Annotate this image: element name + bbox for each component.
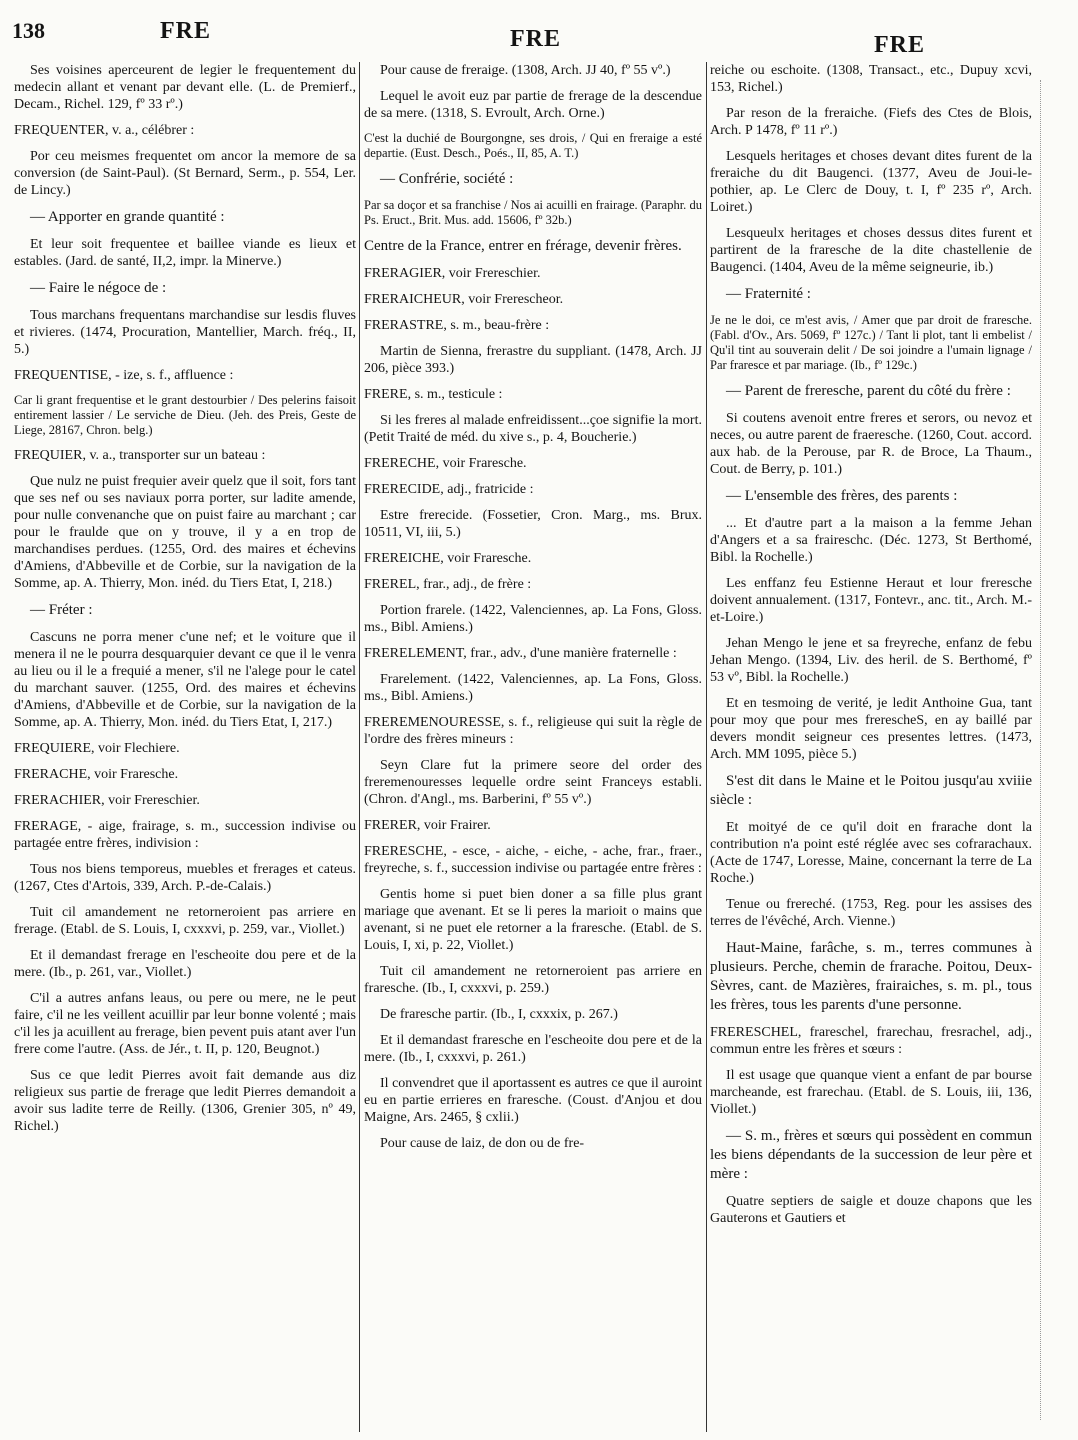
paragraph: Que nulz ne puist frequier aveir quelz que il soit, fors tant que ses nef ou ses naviaux porra porter, sur ladite amende, pour nulle convenanche que on puist faire au marchant ; car pour le fraulde que on y trouve, il y a en trop de marchandises perdues. (1255, Ord. des maires et échevins d'Amiens, d'Abbeville et de Corbie, sur la navigation de la Somme, ap. A. Thierry, Mon. inéd. du Tiers Etat, I, 218.): [14, 474, 356, 591]
column-left: [14, 62, 356, 1432]
column-rule: [706, 62, 707, 1432]
paragraph: Jehan Mengo le jene et sa freyreche, enfanz de febu Jehan Mengo. (1394, Liv. des heril. de S. Berthomé, fº 53 vº, Bibl. la Rochelle.): [710, 636, 1032, 685]
paragraph: Por ceu meismes frequentet om ancor la memore de sa conversion (de Saint-Paul). (St Bernard, Serm., p. 554, Ler. de Lincy.): [14, 149, 356, 198]
paragraph: Tous nos biens temporeus, muebles et frerages et cateus. (1267, Ctes d'Artois, 339, Arch. P.-de-Calais.): [14, 862, 356, 894]
entry-heading: FRERASTRE, s. m., beau-frère :: [364, 318, 550, 333]
sense-heading: — Apporter en grande quantité :: [30, 209, 225, 225]
paragraph: reiche ou eschoite. (1308, Transact., etc., Dupuy xcvi, 153, Richel.): [710, 63, 1032, 95]
verse-citation: Car li grant frequentise et le grant destourbier / Des pelerins faisoit entirement lassier / Le serviche de Dieu. (Jeh. des Preis, Geste de Liege, 28167, Chron. belg.): [14, 393, 356, 437]
entry-heading: FRERAGE, - aige, frairage, s. m., succession indivise ou partagée entre frères, indivision :: [14, 819, 356, 851]
verse-citation: C'est la duchié de Bourgongne, ses drois, / Qui en freraige a esté departie. (Eust. Desch., Poés., II, 85, A. T.): [364, 131, 702, 160]
paragraph: C'il a autres anfans leaus, ou pere ou mere, ne le peut faire, c'il ne les veillent acuillir par leur bonne volenté ; mais c'il les ja acuillent au frerage, bien pevent puis atant aver l'un frere come l'autre. (Ass. de Jér., t. II, p. 120, Beugnot.): [14, 991, 356, 1057]
running-headword-left: FRE: [160, 18, 211, 44]
paragraph: Pour cause de laiz, de don ou de fre-: [380, 1136, 585, 1151]
verse-citation: Je ne le doi, ce m'est avis, / Amer que par droit de fraresche. (Fabl. d'Ov., Ars. 5069, fº 127c.) / Tant li plot, tant li embelist / Qu'il tint au souverain delit / De soi joindre a l'umain lignage / Par fraresce et par mariage. (Ib., fº 129c.): [710, 313, 1032, 372]
entry-heading: FRERAICHEUR, voir Frerescheor.: [364, 292, 564, 307]
sense-heading: — Parent de freresche, parent du côté du frère :: [726, 383, 1011, 399]
paragraph: Par reson de la freraiche. (Fiefs des Ctes de Blois, Arch. P 1478, fº 11 rº.): [710, 106, 1032, 138]
entry-heading: FRERELEMENT, frar., adv., d'une manière fraternelle :: [364, 646, 677, 661]
paragraph: De fraresche partir. (Ib., I, cxxxix, p. 267.): [380, 1007, 618, 1022]
paragraph: Et moityé de ce qu'il doit en frarache dont la contribution n'a point esté réglée avec ses cofrarachaux. (Acte de 1747, Loresse, Maine, concernant la terre de La Roche.): [710, 820, 1032, 886]
paragraph: Il est usage que quanque vient a enfant de par bourse marcheande, est frarechau. (Etabl. de S. Louis, iii, 136, Viollet.): [710, 1068, 1032, 1117]
paragraph: Lequel le avoit euz par partie de frerage de la descendue de sa mere. (1318, S. Evroult, Arch. Orne.): [364, 89, 702, 121]
paragraph: Il convendret que il aportassent es autres ce que il auroint eu en partie errieres en fraresche. (Coust. d'Anjou et dou Maigne, Ars. 2465, § cxlii.): [364, 1076, 702, 1125]
entry-heading: FRERECIDE, adj., fratricide :: [364, 482, 534, 497]
paragraph: Les enffanz feu Estienne Heraut et lour freresche doivent annualement. (1317, Fontevr., anc. tit., Arch. M.-et-Loire.): [710, 576, 1032, 625]
running-headword-center: FRE: [510, 26, 561, 52]
entry-heading: FREREL, frar., adj., de frère :: [364, 577, 532, 592]
paragraph: Seyn Clare fut la primere seore del order des freremenouresses lequelle ordre seint Franceys establi. (Chron. d'Angl., ms. Barberini, fº 55 vº.): [364, 758, 702, 807]
paragraph: Tous marchans frequentans marchandise sur lesdis fluves et rivieres. (1474, Procuration, Mantellier, March. fréq., II, 5.): [14, 308, 356, 357]
entry-heading: FRERAGIER, voir Frereschier.: [364, 266, 541, 281]
column-center: [364, 62, 702, 1432]
entry-heading: FREQUIER, v. a., transporter sur un bateau :: [14, 448, 266, 463]
paragraph: Sus ce que ledit Pierres avoit fait demande aus diz religieux sus partie de frerage que ledit Pierres demandoit a avoir sus ladite terre de Reilly. (1306, Grenier 305, nº 49, Richel.): [14, 1068, 356, 1134]
paragraph: Et leur soit frequentee et baillee viande es lieux et estables. (Jard. de santé, II,2, impr. la Minerve.): [14, 237, 356, 269]
paragraph: ... Et d'autre part a la maison a la femme Jehan d'Angers et a sa fraireschc. (Déc. 1273, St Berthomé, Bibl. la Rochelle.): [710, 516, 1032, 565]
page-edge: [1040, 80, 1071, 1420]
paragraph: Si les freres al malade enfreidissent...çoe signifie la mort. (Petit Traité de méd. du xive s., p. 4, Boucherie.): [364, 413, 702, 445]
paragraph: Estre frerecide. (Fossetier, Cron. Marg., ms. Brux. 10511, VI, iii, 5.): [364, 508, 702, 540]
sense-heading: — Fréter :: [30, 602, 93, 618]
paragraph: Haut-Maine, farâche, s. m., terres communes à plusieurs. Perche, chemin de frarache. Poitou, Deux-Sèvres, cant. de Mazières, frairaiches, s. m. pl., tous les frères, tous les parents d'une personne.: [710, 940, 1032, 1013]
paragraph: Lesquels heritages et choses devant dites furent de la freraiche du dit Baugenci. (1377, Aveu de Joui-le-pothier, ap. Le Clerc de Douy, t. I, fº 235 rº, Arch. Loiret.): [710, 149, 1032, 215]
page-number: 138: [12, 18, 45, 43]
paragraph: Et il demandast fraresche en l'escheoite dou pere et de la mere. (Ib., I, cxxxvi, p. 261.): [364, 1033, 702, 1065]
paragraph: Tuit cil amandement ne retorneroient pas arriere en fraresche. (Ib., I, cxxxvi, p. 259.): [364, 964, 702, 996]
paragraph: Si coutens avenoit entre freres et serors, ou nevoz et neces, ou autre parent de fraeresche. (1260, Cout. accord. aux hab. de la Perouse, par R. de Broce, La Thaum., Cout. de Berry, p. 101.): [710, 411, 1032, 477]
paragraph: Martin de Sienna, frerastre du suppliant. (1478, Arch. JJ 206, pièce 393.): [364, 344, 702, 376]
paragraph: Et en tesmoing de verité, je ledit Anthoine Gua, tant pour moy que pour mes frerescheS, en ay baillé par devers mondit seigneur ces presentes lettres. (1473, Arch. MM 1095, pièce 5.): [710, 696, 1032, 762]
paragraph: Lesqueulx heritages et choses dessus dites furent et partirent de la fraresche de la dite chastellenie de Baugenci. (1404, Aveu de la même seigneurie, ib.): [710, 226, 1032, 275]
paragraph: S'est dit dans le Maine et le Poitou jusqu'au xviiie siècle :: [710, 773, 1032, 808]
entry-heading: FRERESCHEL, frareschel, frarechau, fresrachel, adj., commun entre les frères et sœurs :: [710, 1025, 1032, 1057]
sense-heading: — Faire le négoce de :: [30, 280, 167, 296]
entry-heading: FREQUENTISE, - ize, s. f., affluence :: [14, 368, 234, 383]
paragraph: Portion frarele. (1422, Valenciennes, ap. La Fons, Gloss. ms., Bibl. Amiens.): [364, 603, 702, 635]
sense-heading: — S. m., frères et sœurs qui possèdent en commun les biens dépendants de la succession de leur père et mère :: [710, 1128, 1032, 1182]
entry-heading: FRERER, voir Frairer.: [364, 818, 491, 833]
entry-heading: FRERE, s. m., testicule :: [364, 387, 503, 402]
paragraph: Quatre septiers de saigle et douze chapons que les Gauterons et Gautiers et: [710, 1194, 1032, 1226]
entry-heading: FREQUENTER, v. a., célébrer :: [14, 123, 195, 138]
paragraph: Ses voisines aperceurent de legier le frequentement du medecin allant et venant par devant elle. (L. de Premierf., Decam., Richel. 129, fº 33 rº.): [14, 63, 356, 112]
column-rule: [359, 62, 360, 1432]
sense-heading: — Fraternité :: [726, 286, 811, 302]
paragraph: Centre de la France, entrer en frérage, devenir frères.: [364, 238, 682, 254]
entry-heading: FREREICHE, voir Fraresche.: [364, 551, 532, 566]
entry-heading: FRERESCHE, - esce, - aiche, - eiche, - ache, frar., fraer., freyreche, s. f., succession indivise ou partagée entre frères :: [364, 844, 702, 876]
sense-heading: — Confrérie, société :: [380, 171, 514, 187]
page-header: [0, 0, 1078, 60]
entry-heading: FRERECHE, voir Fraresche.: [364, 456, 527, 471]
paragraph: Cascuns ne porra mener c'une nef; et le voiture que il menera il ne le pourra desquarquier devant ce que il le venra au lieu ou il le a frequié a mener, s'il ne l'alege pour le catel du marchant sauver. (1255, Ord. des maires et échevins d'Amiens, d'Abbeville et de Corbie, sur la navigation de la Somme, ap. A. Thierry, Mon. inéd. du Tiers Etat, I, 217.): [14, 630, 356, 730]
paragraph: Tenue ou frereché. (1753, Reg. pour les assises des terres de l'évêché, Arch. Vienne.): [710, 897, 1032, 929]
paragraph: Pour cause de freraige. (1308, Arch. JJ 40, fº 55 vº.): [380, 63, 671, 78]
entry-heading: FREQUIERE, voir Flechiere.: [14, 741, 180, 756]
column-right: [710, 62, 1032, 1432]
paragraph: Et il demandast frerage en l'escheoite dou pere et de la mere. (Ib., p. 261, var., Viollet.): [14, 948, 356, 980]
entry-heading: FRERACHE, voir Fraresche.: [14, 767, 179, 782]
paragraph: Tuit cil amandement ne retorneroient pas arriere en frerage. (Etabl. de S. Louis, I, cxxxvi, p. 259, var., Viollet.): [14, 905, 356, 937]
running-headword-right: FRE: [874, 32, 925, 58]
verse-citation: Par sa doçor et sa franchise / Nos ai acuilli en frairage. (Paraphr. du Ps. Eruct., Brit. Mus. add. 15606, fº 32b.): [364, 198, 702, 227]
paragraph: Frarelement. (1422, Valenciennes, ap. La Fons, Gloss. ms., Bibl. Amiens.): [364, 672, 702, 704]
paragraph: Gentis home si puet bien doner a sa fille plus grant mariage que avenant. Et se li peres la marioit o mains que avenant, si ne puet ele retorner a la fraresche. (Etabl. de S. Louis, I, xi, p. 22, Viollet.): [364, 887, 702, 953]
entry-heading: FRERACHIER, voir Frereschier.: [14, 793, 200, 808]
entry-heading: FREREMENOURESSE, s. f., religieuse qui suit la règle de l'ordre des frères mineurs :: [364, 715, 702, 747]
sense-heading: — L'ensemble des frères, des parents :: [726, 488, 958, 504]
